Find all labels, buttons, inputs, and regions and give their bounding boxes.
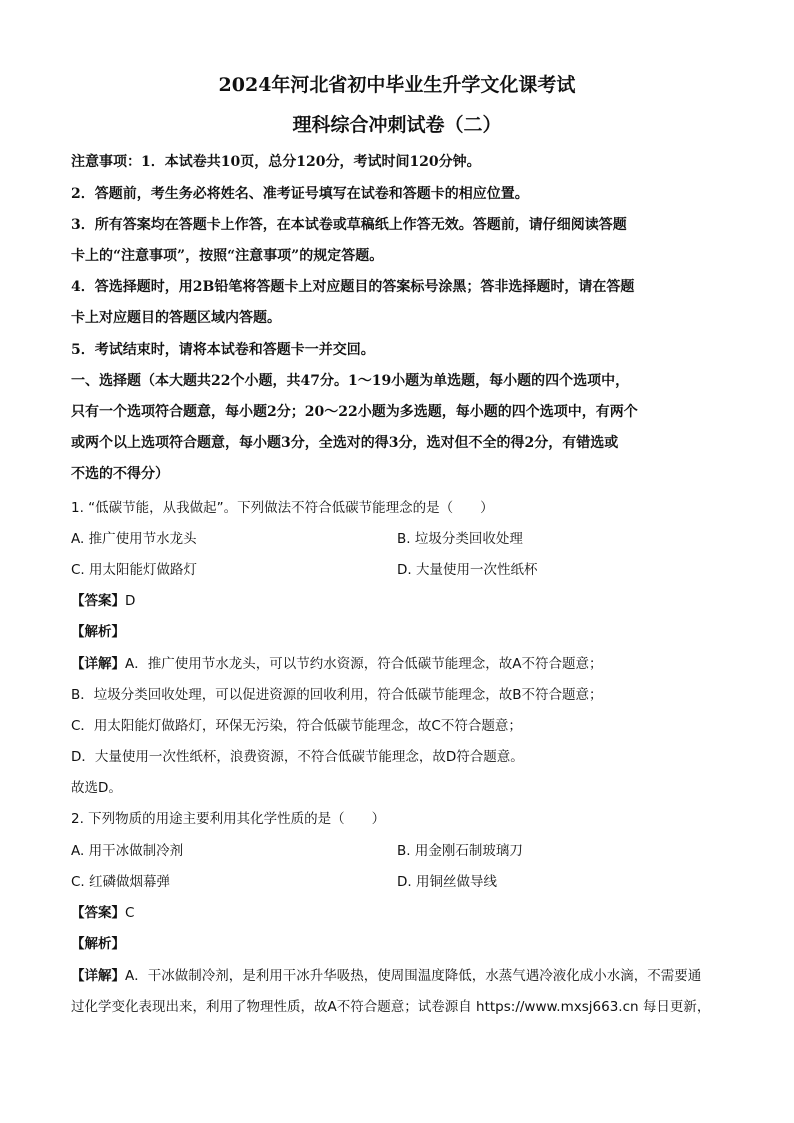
q2-option-c: C. 红磷做烟幕弹 xyxy=(71,874,171,890)
detail-tag: 【详解】 xyxy=(71,656,125,672)
note-line: 卡上的“注意事项”，按照“注意事项”的规定答题。 xyxy=(71,248,384,264)
analysis-tag: 【解析】 xyxy=(71,936,125,952)
exam-title: 2024年河北省初中毕业生升学文化课考试 xyxy=(218,74,576,96)
q1-detail-line: B．垃圾分类回收处理，可以促进资源的回收利用，符合低碳节能理念，故B不符合题意； xyxy=(71,687,603,703)
q2-analysis xyxy=(71,932,125,952)
answer-value: C xyxy=(125,905,135,921)
detail-tag: 【详解】 xyxy=(71,968,125,984)
note-line: 注意事项：1．本试卷共10页，总分120分，考试时间120分钟。 xyxy=(71,154,481,170)
q2-option-b: B. 用金刚石制玻璃刀 xyxy=(397,843,523,859)
q1-option-b: B. 垃圾分类回收处理 xyxy=(397,531,523,547)
answer-tag: 【答案】 xyxy=(71,593,125,609)
section-line: 或两个以上选项符合题意，每小题3分，全选对的得3分，选对但不全的得2分，有错选或 xyxy=(71,435,619,451)
question-2-stem: 2. 下列物质的用途主要利用其化学性质的是（ ） xyxy=(71,811,386,827)
q1-option-c: C. 用太阳能灯做路灯 xyxy=(71,562,198,578)
analysis-tag: 【解析】 xyxy=(71,624,125,640)
q1-conclusion: 故选D。 xyxy=(71,780,122,796)
q1-detail-line: D．大量使用一次性纸杯，浪费资源，不符合低碳节能理念，故D符合题意。 xyxy=(71,749,524,765)
q1-option-a: A. 推广使用节水龙头 xyxy=(71,531,197,547)
q2-answer xyxy=(71,901,134,921)
note-line: 3．所有答案均在答题卡上作答，在本试卷或草稿纸上作答无效。答题前，请仔细阅读答题 xyxy=(71,217,627,233)
question-1-stem: 1. “低碳节能，从我做起”。下列做法不符合低碳节能理念的是（ ） xyxy=(71,500,494,516)
q1-detail-line xyxy=(71,652,602,672)
answer-value: D xyxy=(125,593,136,609)
answer-tag: 【答案】 xyxy=(71,905,125,921)
q2-detail-line: 过化学变化表现出来，利用了物理性质，故A不符合题意；试卷源自 https://www.mxsj663.cn 每日更新， xyxy=(71,999,711,1015)
section-heading: 一、选择题（本大题共22个小题，共47分。1～19小题为单选题，每小题的四个选项中， xyxy=(71,373,630,389)
q2-option-a: A. 用干冰做制冷剂 xyxy=(71,843,184,859)
detail-text: A．推广使用节水龙头，可以节约水资源，符合低碳节能理念，故A不符合题意； xyxy=(125,656,603,672)
q1-detail-line: C．用太阳能灯做路灯，环保无污染，符合低碳节能理念，故C不符合题意； xyxy=(71,718,522,734)
section-line: 不选的不得分） xyxy=(71,466,169,482)
section-line: 只有一个选项符合题意，每小题2分；20～22小题为多选题，每小题的四个选项中，有两个 xyxy=(71,404,638,420)
note-line: 卡上对应题目的答题区域内答题。 xyxy=(71,310,281,326)
q1-answer xyxy=(71,589,135,609)
q1-analysis xyxy=(71,620,125,640)
detail-text: A．干冰做制冷剂，是利用干冰升华吸热，使周围温度降低，水蒸气遇冷液化成小水滴，不需要通 xyxy=(125,968,702,984)
note-line: 2．答题前，考生务必将姓名、准考证号填写在试卷和答题卡的相应位置。 xyxy=(71,186,529,202)
q2-detail-line xyxy=(71,964,701,984)
q1-option-d: D. 大量使用一次性纸杯 xyxy=(397,562,538,578)
q2-option-d: D. 用铜丝做导线 xyxy=(397,874,497,890)
note-line: 5．考试结束时，请将本试卷和答题卡一并交回。 xyxy=(71,342,375,358)
note-line: 4．答选择题时，用2B铅笔将答题卡上对应题目的答案标号涂黑；答非选择题时，请在答题 xyxy=(71,279,635,295)
exam-subtitle: 理科综合冲刺试卷（二） xyxy=(292,114,502,136)
